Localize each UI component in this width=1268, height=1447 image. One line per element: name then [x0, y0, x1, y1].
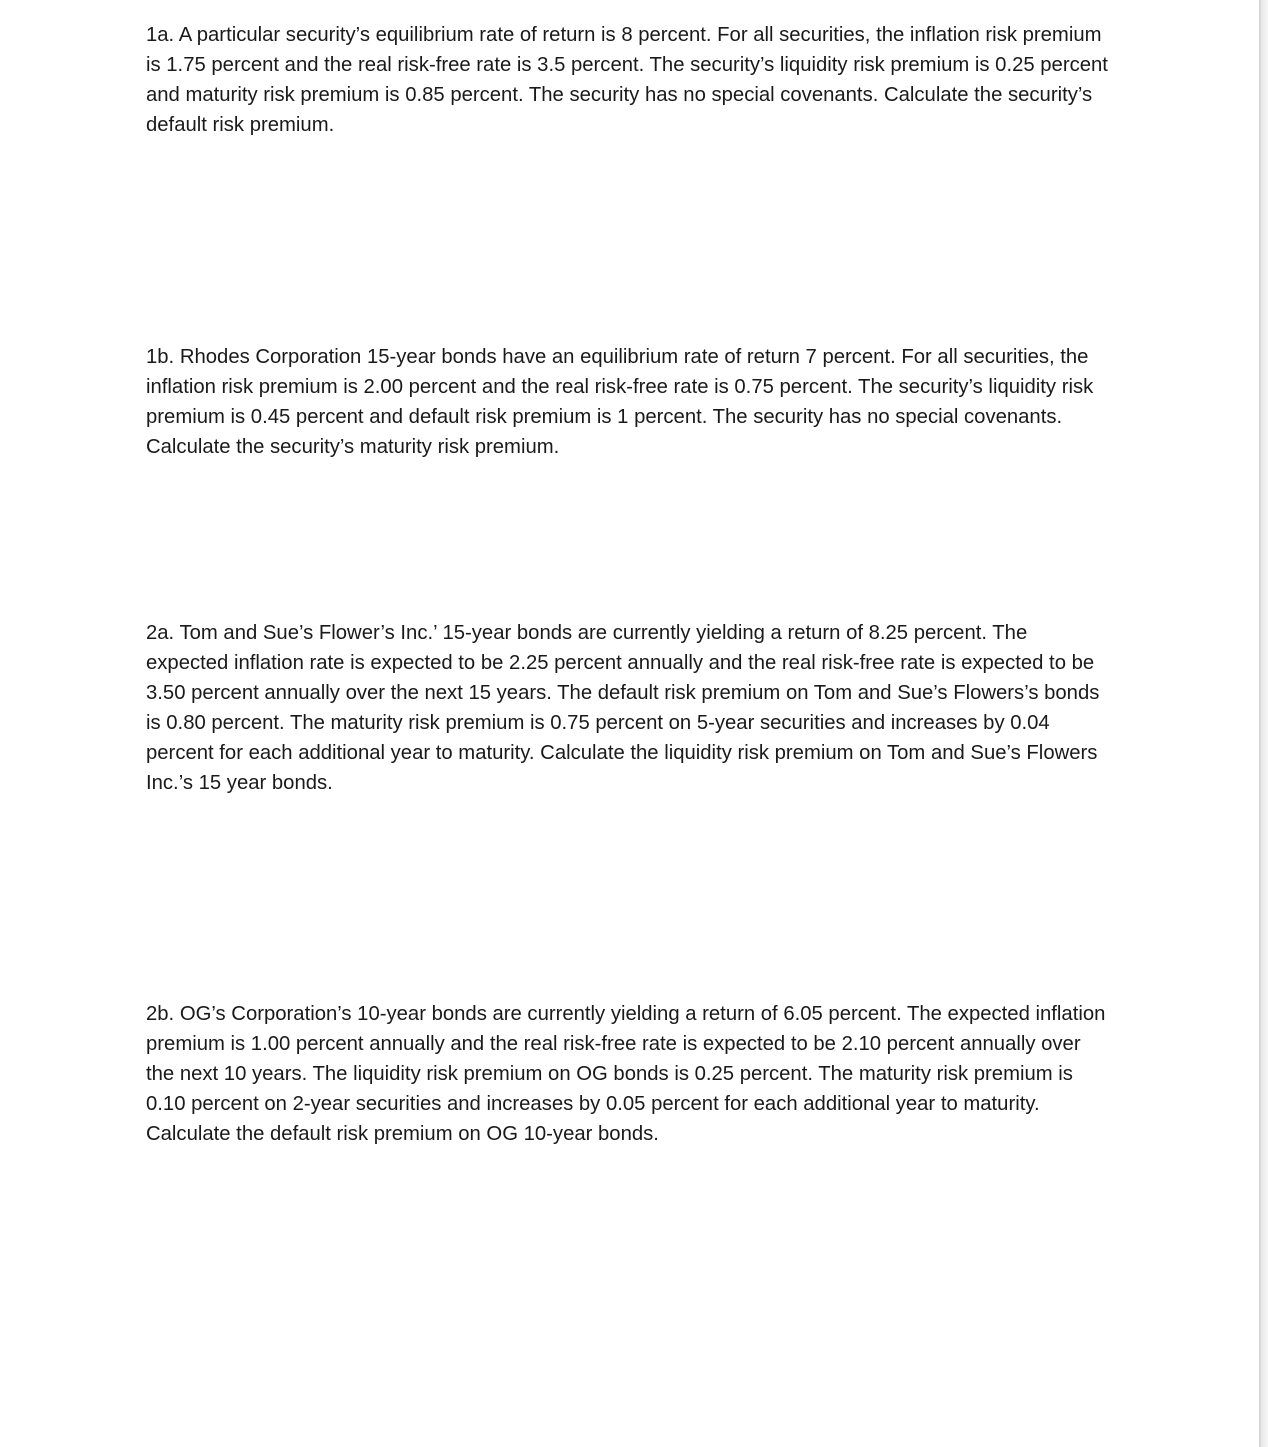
question-2b: 2b. OG’s Corporation’s 10-year bonds are currently yielding a return of 6.05 percent. The expected inflation premium is 1.00 percent annually and the real risk-free rate is expected to be 2.10 percent annually over the next 10 years. The liquidity risk premium on OG bonds is 0.25 percent. The maturity risk premium is 0.10 percent on 2-year securities and increases by 0.05 percent for each additional year to maturity. Calculate the default risk premium on OG 10-year bonds. — [146, 1003, 1106, 1145]
question-1b: 1b. Rhodes Corporation 15-year bonds have an equilibrium rate of return 7 percent. For all securities, the inflation risk premium is 2.00 percent and the real risk-free rate is 0.75 percent. The security’s liquidity risk premium is 0.45 percent and default risk premium is 1 percent. The security has no special covenants. Calculate the security’s maturity risk premium. — [146, 346, 1094, 458]
question-1a: 1a. A particular security’s equilibrium rate of return is 8 percent. For all securities, the inflation risk premium is 1.75 percent and the real risk-free rate is 3.5 percent. The security’s liquidity risk premium is 0.25 percent and maturity risk premium is 0.85 percent. The security has no special covenants. Calculate the security’s default risk premium. — [146, 24, 1108, 136]
page-edge-shadow — [1261, 0, 1268, 1447]
question-2a: 2a. Tom and Sue’s Flower’s Inc.’ 15-year bonds are currently yielding a return of 8.25 percent. The expected inflation rate is expected to be 2.25 percent annually and the real risk-free rate is expected to be 3.50 percent annually over the next 15 years. The default risk premium on Tom and Sue’s Flowers’s bonds is 0.80 percent. The maturity risk premium is 0.75 percent on 5-year securities and increases by 0.04 percent for each additional year to maturity. Calculate the liquidity risk premium on Tom and Sue’s Flowers Inc.’s 15 year bonds. — [146, 622, 1100, 794]
